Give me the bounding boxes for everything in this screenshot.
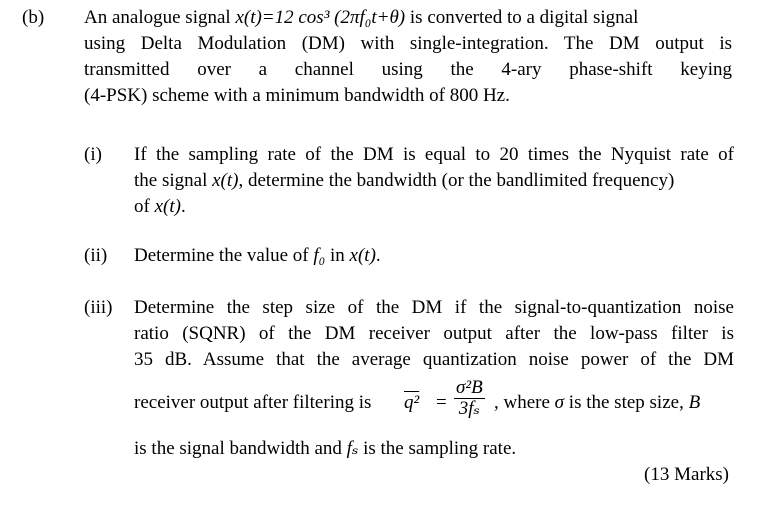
item-iii-line-2: ratio (SQNR) of the DM receiver output after the low-pass filter is bbox=[134, 323, 734, 344]
fraction-numerator: σ²B bbox=[456, 377, 483, 398]
item-i-line-1: If the sampling rate of the DM is equal to 20 times the Nyquist rate of bbox=[134, 144, 734, 165]
intro-line-4: (4-PSK) scheme with a minimum bandwidth of 800 Hz. bbox=[84, 85, 510, 106]
item-i-text bbox=[134, 142, 734, 220]
item-iii-line-3: 35 dB. Assume that the average quantization noise power of the DM bbox=[134, 349, 734, 370]
intro-line-1: An analogue signal x(t)=12 cos³ (2πf₀t+θ) is converted to a digital signal bbox=[84, 7, 639, 28]
fraction-denominator: 3fₛ bbox=[458, 398, 480, 419]
item-iii-formula-line: receiver output after filtering is q² = $\frac{\text{σ²B}}{\text{3fₛ}}$ , where σ is the step size, B bbox=[134, 377, 701, 419]
item-iii-line-5: is the signal bandwidth and fₛ is the sampling rate. bbox=[134, 438, 517, 459]
intro-line-2: using Delta Modulation (DM) with single-integration. The DM output is bbox=[84, 33, 732, 54]
noise-power-symbol: q² bbox=[404, 392, 420, 413]
item-i-line-3: of x(t). bbox=[134, 196, 186, 217]
item-ii-text bbox=[134, 243, 734, 269]
item-iii-text bbox=[134, 295, 734, 373]
noise-power-fraction bbox=[454, 378, 485, 419]
intro-line-3: transmitted over a channel using the 4-ary phase-shift keying bbox=[84, 59, 732, 80]
item-label-i: (i) bbox=[84, 144, 102, 165]
part-label: (b) bbox=[22, 7, 45, 28]
item-label-iii: (iii) bbox=[84, 297, 113, 318]
question-intro bbox=[84, 5, 732, 109]
signal-expression: x(t)=12 cos³ (2πf₀t+θ) bbox=[235, 7, 406, 28]
item-ii-line-1: Determine the value of f₀ in x(t). bbox=[134, 245, 381, 266]
marks-label: (13 Marks) bbox=[644, 464, 729, 485]
item-i-line-2: the signal x(t), determine the bandwidth (or the bandlimited frequency) bbox=[134, 170, 675, 191]
item-label-ii: (ii) bbox=[84, 245, 108, 266]
item-iii-line-1: Determine the step size of the DM if the signal-to-quantization noise bbox=[134, 297, 734, 318]
